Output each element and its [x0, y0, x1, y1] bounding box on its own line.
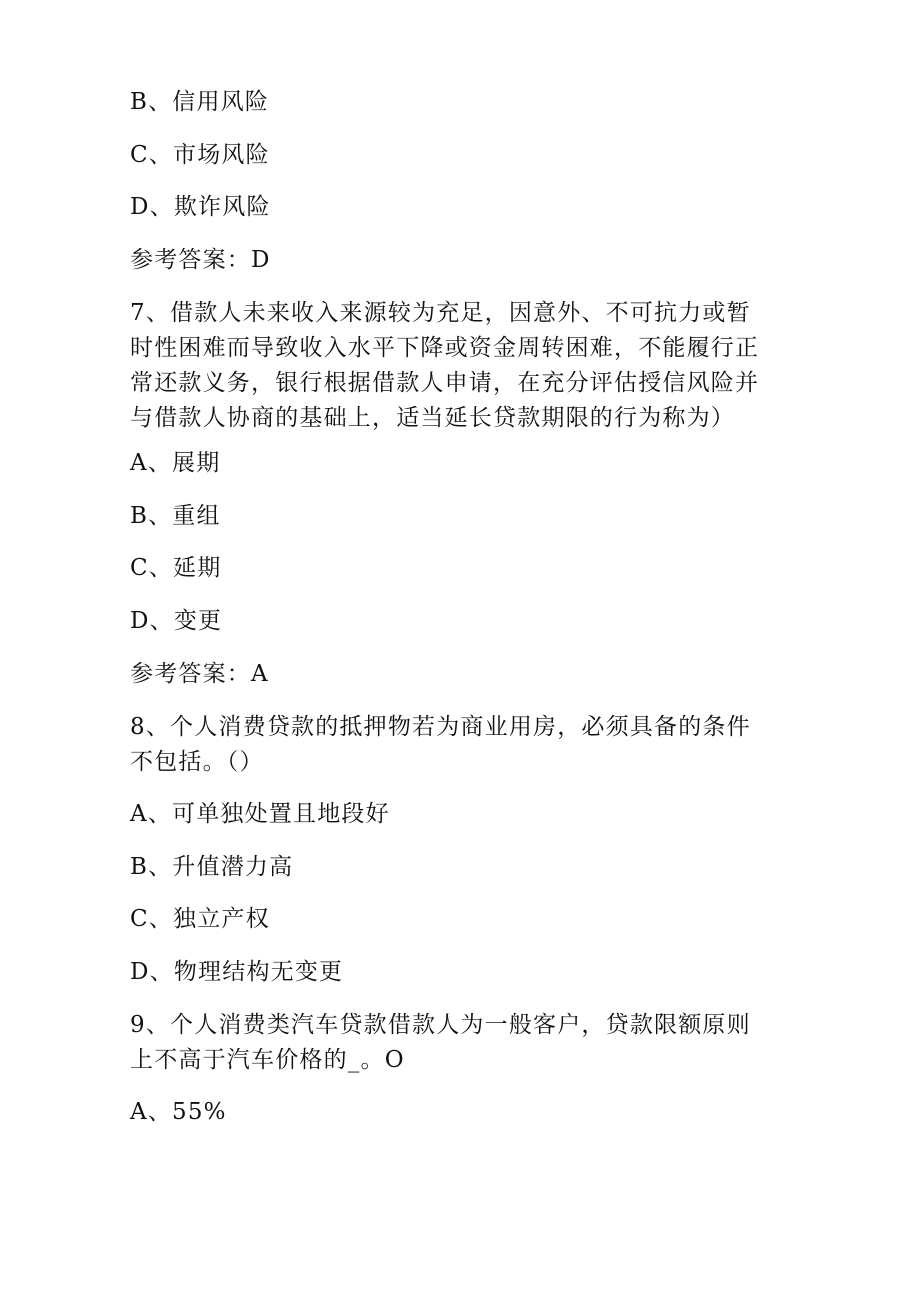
q7-option-b: B、重组 [130, 503, 221, 529]
q7-stem-line: 时性困难而导致收入水平下降或资金周转困难，不能履行正 [130, 335, 760, 361]
q8-option-c: C、独立产权 [130, 906, 270, 932]
q6-answer: 参考答案：D [130, 247, 271, 273]
q6-option-b: B、信用风险 [130, 89, 270, 115]
q8-option-d: D、物理结构无变更 [130, 959, 344, 985]
q7-answer: 参考答案：A [130, 661, 269, 687]
q9-stem-line: 上不高于汽车价格的_。O [130, 1047, 405, 1073]
q6-option-c: C、市场风险 [130, 142, 270, 168]
q7-stem-line: 与借款人协商的基础上，适当延长贷款期限的行为称为） [130, 405, 735, 431]
q8-option-b: B、升值潜力高 [130, 854, 294, 880]
q7-option-a: A、展期 [130, 450, 221, 476]
q7-option-c: C、延期 [130, 555, 222, 581]
q9-option-a: A、55% [130, 1099, 227, 1125]
q7-stem [130, 296, 790, 436]
q7-option-d: D、变更 [130, 608, 223, 634]
q7-stem-line: 7、借款人未来收入来源较为充足，因意外、不可抗力或暂 [130, 300, 751, 326]
q8-stem-line: 8、个人消费贷款的抵押物若为商业用房，必须具备的条件 [130, 714, 751, 740]
q8-stem-line: 不包括。（） [130, 749, 264, 775]
q8-stem [130, 710, 790, 780]
q6-option-d: D、欺诈风险 [130, 194, 271, 220]
q9-stem-line: 9、个人消费类汽车贷款借款人为一般客户，贷款限额原则 [130, 1012, 751, 1038]
q9-stem [130, 1008, 790, 1078]
q8-option-a: A、可单独处置且地段好 [130, 801, 390, 827]
q7-stem-line: 常还款义务，银行根据借款人申请，在充分评估授信风险并 [130, 370, 760, 396]
